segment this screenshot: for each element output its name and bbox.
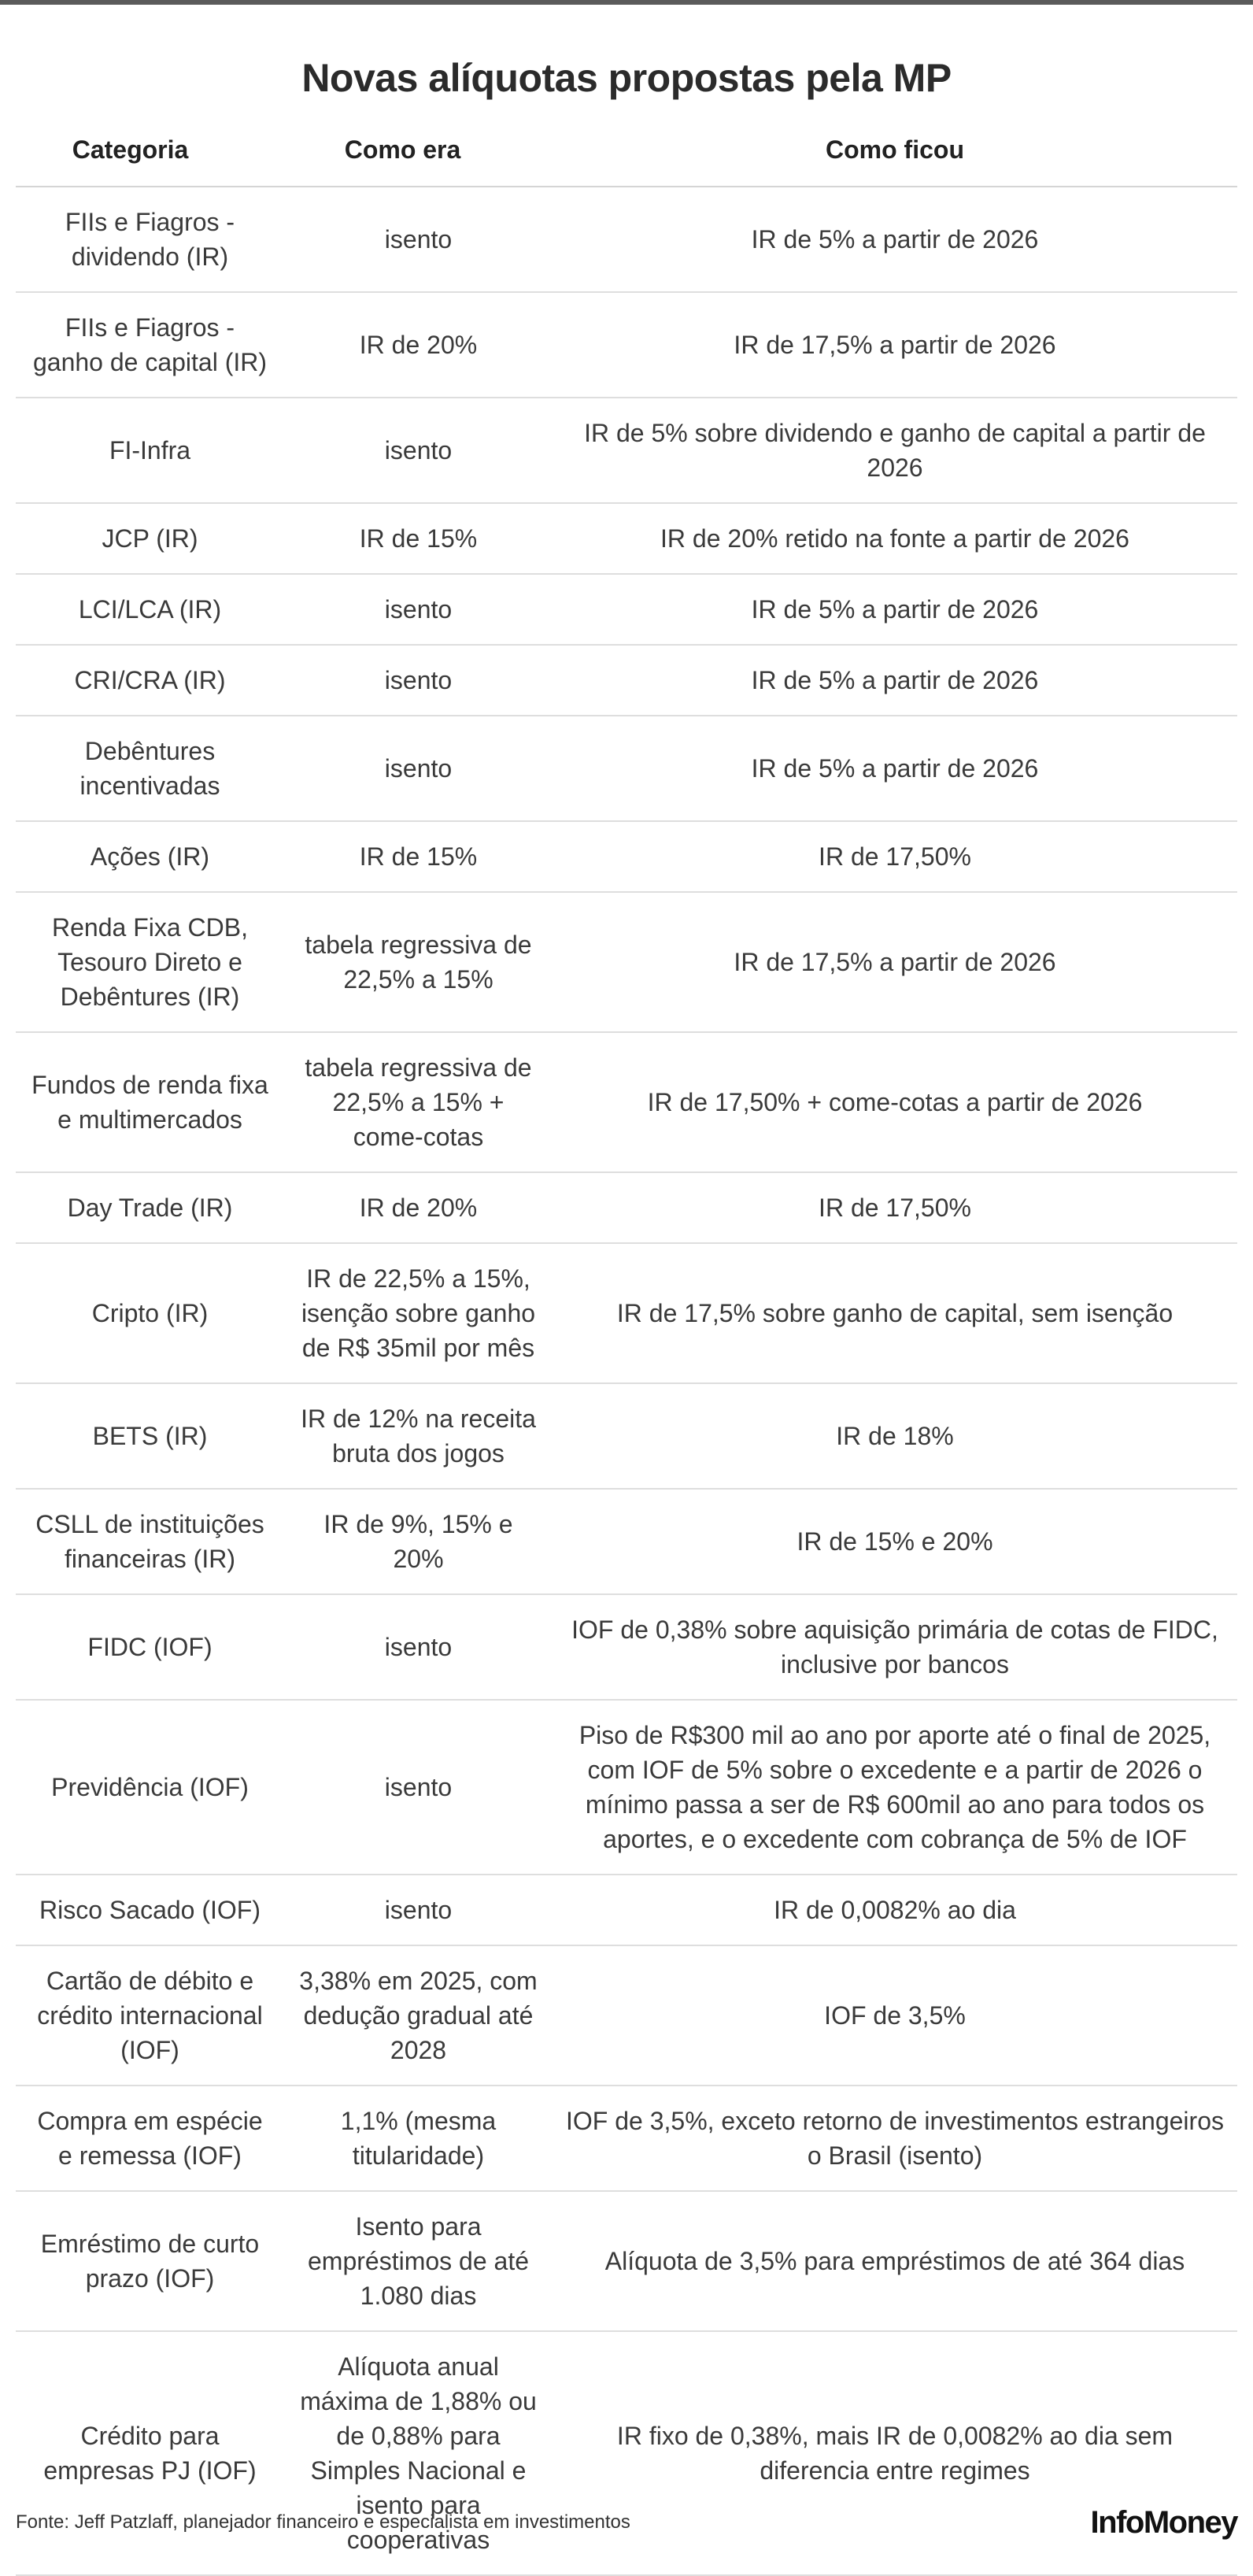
cell-como-era: tabela regressiva de 22,5% a 15% + come-cotas <box>284 1032 553 1172</box>
cell-como-ficou: IR de 17,5% sobre ganho de capital, sem isenção <box>553 1243 1237 1383</box>
table-body <box>16 187 1237 2575</box>
cell-categoria: Ações (IR) <box>16 821 284 892</box>
table-row <box>16 503 1237 574</box>
cell-como-era: IR de 15% <box>284 503 553 574</box>
cell-como-era: isento <box>284 187 553 292</box>
cell-como-ficou: IR de 17,50% <box>553 1172 1237 1243</box>
table-row <box>16 1875 1237 1945</box>
table-row <box>16 645 1237 716</box>
table-row <box>16 1594 1237 1700</box>
header-como-ficou: Como ficou <box>553 113 1237 187</box>
cell-categoria: CSLL de instituições financeiras (IR) <box>16 1489 284 1594</box>
table-row <box>16 1243 1237 1383</box>
cell-categoria: Risco Sacado (IOF) <box>16 1875 284 1945</box>
table-row <box>16 2086 1237 2191</box>
cell-como-ficou: IOF de 3,5% <box>553 1945 1237 2086</box>
cell-como-era: IR de 20% <box>284 292 553 398</box>
cell-como-ficou: IR de 5% a partir de 2026 <box>553 574 1237 645</box>
page-title: Novas alíquotas propostas pela MP <box>301 56 952 100</box>
cell-como-era: isento <box>284 574 553 645</box>
cell-como-era: isento <box>284 716 553 821</box>
cell-categoria: Compra em espécie e remessa (IOF) <box>16 2086 284 2191</box>
cell-como-ficou: IR de 17,50% + come-cotas a partir de 2026 <box>553 1032 1237 1172</box>
cell-como-era: isento <box>284 398 553 503</box>
cell-como-era: isento <box>284 1875 553 1945</box>
infomoney-logo: InfoMoney <box>1090 2504 1237 2540</box>
source-note: Fonte: Jeff Patzlaff, planejador financeiro e especialista em investimentos <box>16 2511 630 2533</box>
cell-categoria: BETS (IR) <box>16 1383 284 1489</box>
table-row <box>16 1945 1237 2086</box>
cell-como-era: tabela regressiva de 22,5% a 15% <box>284 892 553 1032</box>
cell-como-ficou: IOF de 0,38% sobre aquisição primária de cotas de FIDC, inclusive por bancos <box>553 1594 1237 1700</box>
cell-categoria: Crédito para empresas PJ (IOF) <box>16 2331 284 2575</box>
cell-como-ficou: IR de 17,5% a partir de 2026 <box>553 892 1237 1032</box>
cell-categoria: Emréstimo de curto prazo (IOF) <box>16 2191 284 2331</box>
cell-categoria: Renda Fixa CDB, Tesouro Direto e Debêntures (IR) <box>16 892 284 1032</box>
rates-table <box>16 113 1237 2576</box>
footer <box>16 2491 1237 2554</box>
cell-como-ficou: IR de 5% a partir de 2026 <box>553 187 1237 292</box>
cell-como-ficou: IR de 17,5% a partir de 2026 <box>553 292 1237 398</box>
cell-categoria: CRI/CRA (IR) <box>16 645 284 716</box>
top-bar <box>0 0 1253 5</box>
cell-categoria: FIIs e Fiagros - ganho de capital (IR) <box>16 292 284 398</box>
cell-como-era: IR de 12% na receita bruta dos jogos <box>284 1383 553 1489</box>
cell-categoria: JCP (IR) <box>16 503 284 574</box>
cell-como-era: 3,38% em 2025, com dedução gradual até 2028 <box>284 1945 553 2086</box>
cell-categoria: Cripto (IR) <box>16 1243 284 1383</box>
cell-como-era: isento <box>284 1594 553 1700</box>
cell-como-era: Alíquota anual máxima de 1,88% ou de 0,88% para Simples Nacional e isento para cooperativas <box>284 2331 553 2575</box>
table-row <box>16 1383 1237 1489</box>
table-row <box>16 187 1237 292</box>
table-row <box>16 2191 1237 2331</box>
cell-como-ficou: IOF de 3,5%, exceto retorno de investimentos estrangeiros o Brasil (isento) <box>553 2086 1237 2191</box>
cell-como-era: IR de 15% <box>284 821 553 892</box>
cell-como-era: isento <box>284 1700 553 1875</box>
cell-categoria: FIIs e Fiagros - dividendo (IR) <box>16 187 284 292</box>
cell-como-era: IR de 22,5% a 15%, isenção sobre ganho de R$ 35mil por mês <box>284 1243 553 1383</box>
cell-categoria: Previdência (IOF) <box>16 1700 284 1875</box>
cell-como-era: IR de 9%, 15% e 20% <box>284 1489 553 1594</box>
cell-como-ficou: IR de 0,0082% ao dia <box>553 1875 1237 1945</box>
table-header-row <box>16 113 1237 187</box>
table-row <box>16 716 1237 821</box>
cell-como-ficou: IR de 18% <box>553 1383 1237 1489</box>
cell-como-ficou: Piso de R$300 mil ao ano por aporte até o final de 2025, com IOF de 5% sobre o excedente e a partir de 2026 o mínimo passa a ser de R$ 600mil ao ano para todos os aportes, e o excedente com cobrança de 5% de IOF <box>553 1700 1237 1875</box>
header-categoria: Categoria <box>16 113 284 187</box>
cell-categoria: Debêntures incentivadas <box>16 716 284 821</box>
cell-como-ficou: IR de 15% e 20% <box>553 1489 1237 1594</box>
cell-como-ficou: IR de 5% a partir de 2026 <box>553 645 1237 716</box>
cell-categoria: LCI/LCA (IR) <box>16 574 284 645</box>
cell-como-era: 1,1% (mesma titularidade) <box>284 2086 553 2191</box>
cell-como-ficou: IR de 20% retido na fonte a partir de 2026 <box>553 503 1237 574</box>
cell-como-ficou: IR fixo de 0,38%, mais IR de 0,0082% ao dia sem diferencia entre regimes <box>553 2331 1237 2575</box>
table-row <box>16 574 1237 645</box>
cell-categoria: FIDC (IOF) <box>16 1594 284 1700</box>
cell-categoria: Cartão de débito e crédito internacional (IOF) <box>16 1945 284 2086</box>
cell-como-ficou: IR de 5% sobre dividendo e ganho de capital a partir de 2026 <box>553 398 1237 503</box>
cell-como-ficou: IR de 17,50% <box>553 821 1237 892</box>
table-row <box>16 1700 1237 1875</box>
cell-como-ficou: IR de 5% a partir de 2026 <box>553 716 1237 821</box>
cell-categoria: Fundos de renda fixa e multimercados <box>16 1032 284 1172</box>
table-row <box>16 292 1237 398</box>
cell-como-era: Isento para empréstimos de até 1.080 dias <box>284 2191 553 2331</box>
cell-como-era: IR de 20% <box>284 1172 553 1243</box>
table-row <box>16 821 1237 892</box>
header-como-era: Como era <box>284 113 553 187</box>
cell-categoria: FI-Infra <box>16 398 284 503</box>
table-row <box>16 1032 1237 1172</box>
cell-como-era: isento <box>284 645 553 716</box>
table-row <box>16 892 1237 1032</box>
table-row <box>16 1172 1237 1243</box>
cell-como-ficou: Alíquota de 3,5% para empréstimos de até 364 dias <box>553 2191 1237 2331</box>
cell-categoria: Day Trade (IR) <box>16 1172 284 1243</box>
table-row <box>16 398 1237 503</box>
table-row <box>16 1489 1237 1594</box>
